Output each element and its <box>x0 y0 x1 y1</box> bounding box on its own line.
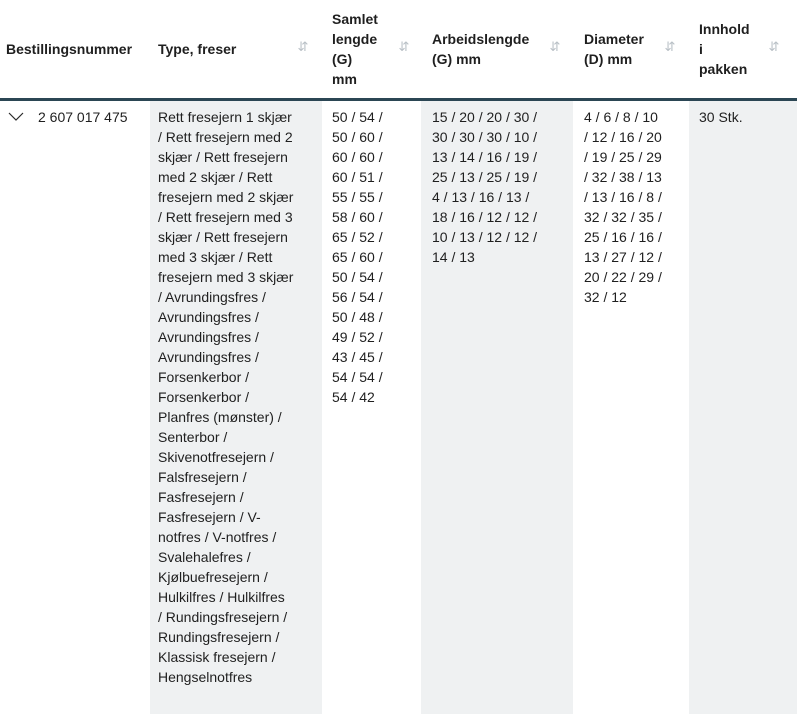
type-text <box>158 107 293 687</box>
cell-line: 49 / 52 / <box>332 329 383 345</box>
table-row <box>0 101 797 714</box>
header-label: Diameter <box>584 31 644 47</box>
cell-line: fresejern med 3 skjær <box>158 269 294 285</box>
cell-line: 25 / 13 / 25 / 19 / <box>432 169 538 185</box>
header-type[interactable] <box>158 0 298 98</box>
cell-line: Falsfresejern / <box>158 469 247 485</box>
header-label: Type, freser <box>158 41 237 57</box>
header-label: i <box>699 41 703 57</box>
header-bestillingsnummer <box>6 0 151 98</box>
cell-arbeidslengde <box>421 101 573 714</box>
cell-line: 18 / 16 / 12 / 12 / <box>432 209 538 225</box>
cell-line: med 2 skjær / Rett <box>158 169 273 185</box>
cell-line: notfres / V-notfres / <box>158 529 277 545</box>
header-innhold[interactable] <box>699 0 759 98</box>
cell-line: fresejern med 2 skjær <box>158 189 294 205</box>
cell-line: skjær / Rett fresejern <box>158 149 288 165</box>
cell-line: / 32 / 38 / 13 <box>584 169 662 185</box>
cell-line: med 3 skjær / Rett <box>158 249 273 265</box>
header-label: Bestillingsnummer <box>6 41 133 57</box>
cell-line: Hengselnotfres <box>158 669 253 685</box>
cell-line: 60 / 51 / <box>332 169 383 185</box>
cell-line: 25 / 16 / 16 / <box>584 229 662 245</box>
cell-line: 58 / 60 / <box>332 209 383 225</box>
cell-line: / 13 / 16 / 8 / <box>584 189 662 205</box>
sort-arrows-icon[interactable]: ⇵ <box>398 39 410 54</box>
header-label: (G) <box>332 51 353 67</box>
sort-arrows-icon[interactable]: ⇵ <box>768 39 780 54</box>
cell-line: 13 / 14 / 16 / 19 / <box>432 149 538 165</box>
cell-line: 50 / 54 / <box>332 109 383 125</box>
cell-line: 65 / 52 / <box>332 229 383 245</box>
cell-line: 10 / 13 / 12 / 12 / <box>432 229 538 245</box>
header-label: Samlet <box>332 11 378 27</box>
cell-type <box>150 101 322 714</box>
cell-line: 15 / 20 / 20 / 30 / <box>432 109 538 125</box>
cell-line: Rett fresejern 1 skjær <box>158 109 292 125</box>
sort-arrows-icon[interactable]: ⇵ <box>297 39 309 54</box>
sort-arrows-icon[interactable]: ⇵ <box>664 39 676 54</box>
cell-line: 32 / 32 / 35 / <box>584 209 662 225</box>
header-label: Innhold <box>699 21 750 37</box>
cell-line: Planfres (mønster) / <box>158 409 282 425</box>
sort-arrows-icon[interactable]: ⇵ <box>549 39 561 54</box>
cell-line: Svalehalefres / <box>158 549 251 565</box>
cell-line: Avrundingsfres / <box>158 309 259 325</box>
cell-line: 60 / 60 / <box>332 149 383 165</box>
cell-innhold <box>689 101 797 714</box>
cell-line: 13 / 27 / 12 / <box>584 249 662 265</box>
cell-line: / Rett fresejern med 3 <box>158 209 293 225</box>
cell-line: Forsenkerbor / <box>158 369 250 385</box>
cell-line: skjær / Rett fresejern <box>158 229 288 245</box>
header-diameter[interactable] <box>584 0 664 98</box>
cell-line: 30 / 30 / 30 / 10 / <box>432 129 538 145</box>
cell-line: Hulkilfres / Hulkilfres <box>158 589 285 605</box>
header-label: (D) mm <box>584 51 633 67</box>
cell-line: Rundingsfresejern / <box>158 629 280 645</box>
cell-line: 43 / 45 / <box>332 349 383 365</box>
order-number: 2 607 017 475 <box>38 109 128 125</box>
cell-line: 55 / 55 / <box>332 189 383 205</box>
cell-line: 54 / 54 / <box>332 369 383 385</box>
cell-line: Senterbor / <box>158 429 228 445</box>
header-label: mm <box>332 71 357 87</box>
cell-samlet-lengde <box>322 101 421 714</box>
cell-line: / Rundingsfresejern / <box>158 609 288 625</box>
cell-line: 20 / 22 / 29 / <box>584 269 662 285</box>
diameter-text <box>584 107 662 307</box>
arbeidslengde-text <box>432 107 537 267</box>
cell-line: / 12 / 16 / 20 <box>584 129 662 145</box>
cell-line: 14 / 13 <box>432 249 475 265</box>
cell-line: Skivenotfresejern / <box>158 449 274 465</box>
header-label: lengde <box>332 31 378 47</box>
cell-line: 4 / 6 / 8 / 10 <box>584 109 658 125</box>
header-arbeidslengde[interactable] <box>432 0 542 98</box>
cell-line: Forsenkerbor / <box>158 389 250 405</box>
cell-line: / 19 / 25 / 29 <box>584 149 662 165</box>
cell-line: Avrundingsfres / <box>158 349 259 365</box>
table-header <box>0 0 797 101</box>
cell-line: 32 / 12 <box>584 289 627 305</box>
cell-line: 50 / 48 / <box>332 309 383 325</box>
cell-line: Fasfresejern / <box>158 489 244 505</box>
cell-line: 50 / 60 / <box>332 129 383 145</box>
cell-line: / Avrundingsfres / <box>158 289 266 305</box>
cell-line: 54 / 42 <box>332 389 375 405</box>
cell-line: / Rett fresejern med 2 <box>158 129 293 145</box>
chevron-down-icon[interactable] <box>8 112 24 122</box>
cell-line: 50 / 54 / <box>332 269 383 285</box>
header-label: pakken <box>699 61 748 77</box>
cell-bestillingsnummer <box>0 101 150 714</box>
header-samlet-lengde[interactable] <box>332 0 392 98</box>
cell-line: Avrundingsfres / <box>158 329 259 345</box>
cell-line: 4 / 13 / 16 / 13 / <box>432 189 530 205</box>
cell-line: Klassisk fresejern / <box>158 649 276 665</box>
header-label: Arbeidslengde <box>432 31 530 47</box>
cell-line: 56 / 54 / <box>332 289 383 305</box>
cell-diameter <box>573 101 689 714</box>
cell-line: Fasfresejern / V- <box>158 509 261 525</box>
samlet-lengde-text <box>332 107 383 407</box>
package-contents: 30 Stk. <box>699 109 743 125</box>
header-label: (G) mm <box>432 51 481 67</box>
cell-line: 65 / 60 / <box>332 249 383 265</box>
cell-line: Kjølbuefresejern / <box>158 569 268 585</box>
